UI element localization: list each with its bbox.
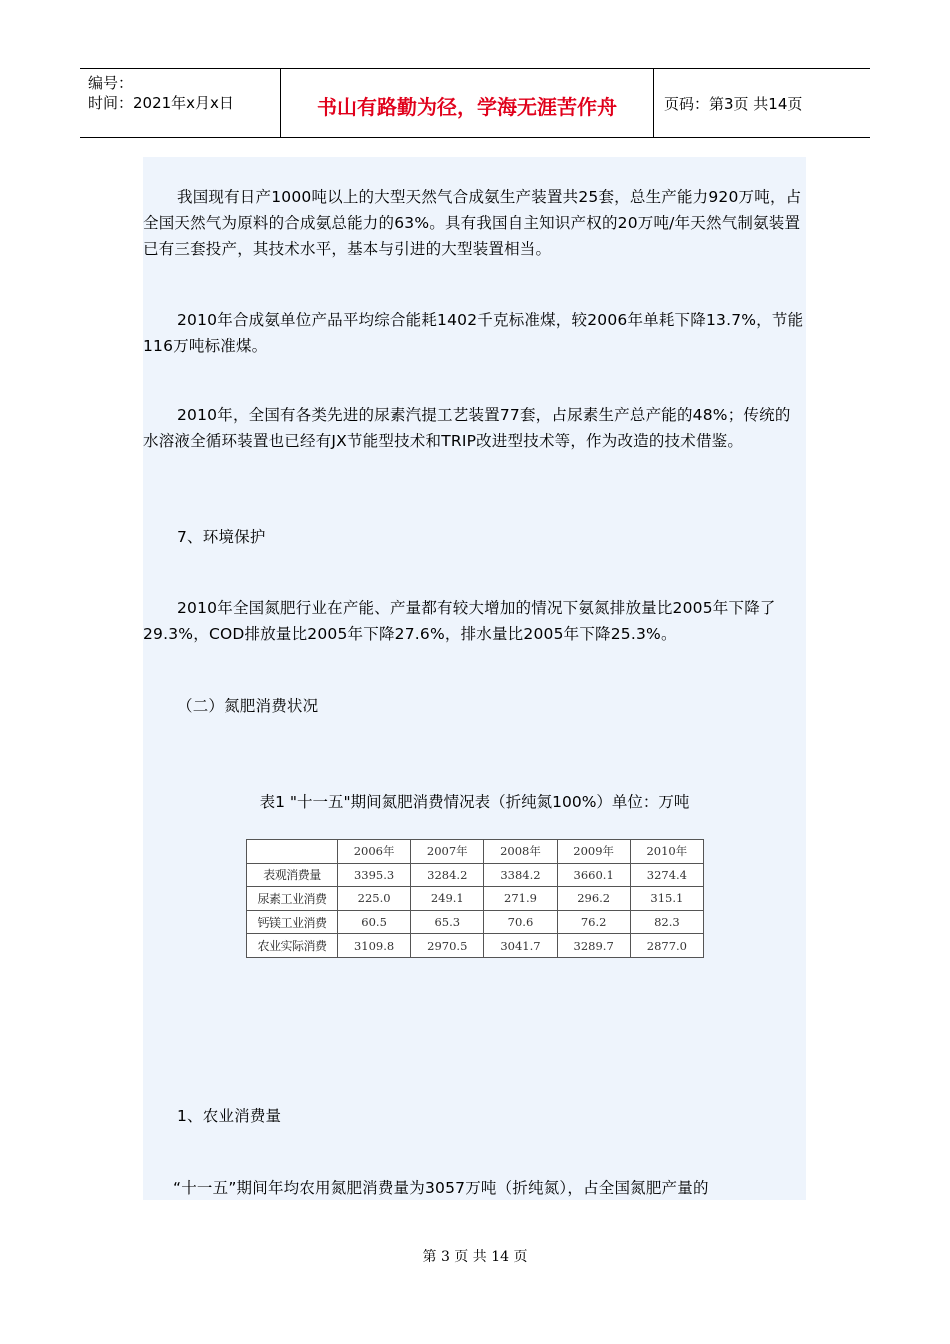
paragraph-natural-gas-ammonia: 我国现有日产1000吨以上的大型天然气合成氨生产装置共25套，总生产能力920万吨，占全国天然气为原料的合成氨总能力的63%。具有我国自主知识产权的20万吨/年天然气制氨装置已有三套投产，其技术水平，基本与引进的大型装置相当。 <box>143 188 802 258</box>
table-header-cell: 2006年 <box>338 840 411 864</box>
table-cell: 315.1 <box>630 887 703 911</box>
table-cell: 65.3 <box>411 910 484 934</box>
table-header-cell: 2010年 <box>630 840 703 864</box>
table-cell: 82.3 <box>630 910 703 934</box>
table-cell: 2970.5 <box>411 934 484 958</box>
table-header-cell: 2009年 <box>557 840 630 864</box>
paragraph-emissions: 2010年全国氮肥行业在产能、产量都有较大增加的情况下氨氮排放量比2005年下降了29.3%，COD排放量比2005年下降27.6%，排水量比2005年下降25.3%。 <box>143 599 776 643</box>
table-cell: 249.1 <box>411 887 484 911</box>
table-row <box>247 887 704 911</box>
table-row-label: 农业实际消费 <box>247 934 338 958</box>
table-cell: 3109.8 <box>338 934 411 958</box>
page-header <box>80 68 870 138</box>
table-cell: 3274.4 <box>630 863 703 887</box>
table-cell: 60.5 <box>338 910 411 934</box>
table-cell: 3384.2 <box>484 863 557 887</box>
table-cell: 3395.3 <box>338 863 411 887</box>
table-header-cell: 2008年 <box>484 840 557 864</box>
table-row <box>247 910 704 934</box>
table-cell: 3284.2 <box>411 863 484 887</box>
document-number-label: 编号： <box>88 74 134 92</box>
table-cell: 225.0 <box>338 887 411 911</box>
paragraph-energy-consumption: 2010年合成氨单位产品平均综合能耗1402千克标准煤，较2006年单耗下降13.7%，节能116万吨标准煤。 <box>143 311 804 355</box>
table-row-label: 表观消费量 <box>247 863 338 887</box>
table-cell: 3660.1 <box>557 863 630 887</box>
table-cell: 3041.7 <box>484 934 557 958</box>
table-header-cell <box>247 840 338 864</box>
page-footer: 第 3 页 共 14 页 <box>422 1249 528 1265</box>
content-area <box>143 157 806 1200</box>
table-cell: 271.9 <box>484 887 557 911</box>
table-row <box>247 863 704 887</box>
table-cell: 296.2 <box>557 887 630 911</box>
header-page-number: 页码：第3页 共14页 <box>664 95 803 113</box>
table-cell: 76.2 <box>557 910 630 934</box>
table-header-row <box>247 840 704 864</box>
paragraph-urea-process: 2010年，全国有各类先进的尿素汽提工艺装置77套，占尿素生产总产能的48%；传统的水溶液全循环装置也已经有JX节能型技术和TRIP改进型技术等，作为改造的技术借鉴。 <box>143 406 791 450</box>
table-header-cell: 2007年 <box>411 840 484 864</box>
document-date-label: 时间：2021年x月x日 <box>88 94 234 112</box>
table-row-label: 尿素工业消费 <box>247 887 338 911</box>
table-cell: 3289.7 <box>557 934 630 958</box>
header-motto: 书山有路勤为径，学海无涯苦作舟 <box>317 95 617 119</box>
section-heading-environment: 7、环境保护 <box>177 528 266 546</box>
header-motto-cell <box>281 69 654 137</box>
table-cell: 70.6 <box>484 910 557 934</box>
table-row <box>247 934 704 958</box>
table-cell: 2877.0 <box>630 934 703 958</box>
section-heading-consumption: （二）氮肥消费状况 <box>177 697 319 715</box>
table-row-label: 钙镁工业消费 <box>247 910 338 934</box>
header-page-cell <box>654 69 870 137</box>
consumption-table <box>246 839 704 958</box>
paragraph-agriculture-consumption: “十一五”期间年均农用氮肥消费量为3057万吨（折纯氮），占全国氮肥产量的 <box>173 1179 709 1197</box>
table-caption: 表1 "十一五"期间氮肥消费情况表（折纯氮100%）单位：万吨 <box>259 793 690 811</box>
section-heading-agriculture: 1、农业消费量 <box>177 1107 282 1125</box>
header-meta-cell <box>80 69 281 137</box>
